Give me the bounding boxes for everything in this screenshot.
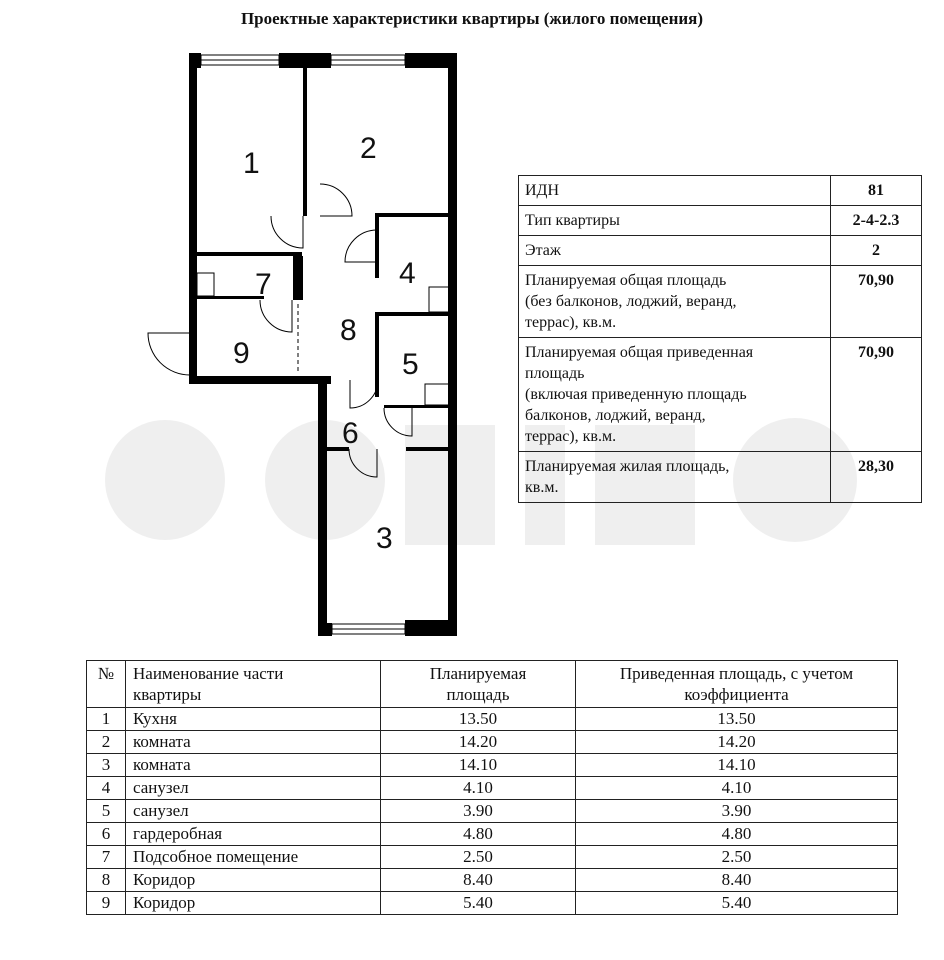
info-row — [519, 236, 922, 266]
table-row — [87, 846, 898, 869]
info-value: 81 — [831, 176, 922, 206]
table-row — [87, 800, 898, 823]
row-name: Кухня — [126, 708, 381, 731]
table-row — [87, 754, 898, 777]
info-label: Тип квартиры — [519, 206, 831, 236]
rooms-table — [86, 660, 898, 915]
row-num: 5 — [87, 800, 126, 823]
row-num: 9 — [87, 892, 126, 915]
room-label-4: 4 — [399, 257, 416, 290]
room-label-7: 7 — [255, 268, 272, 301]
row-reduced: 8.40 — [576, 869, 898, 892]
row-reduced: 2.50 — [576, 846, 898, 869]
table-row — [87, 823, 898, 846]
row-num: 4 — [87, 777, 126, 800]
wall — [189, 53, 197, 383]
row-name: комната — [126, 754, 381, 777]
room-label-6: 6 — [342, 417, 359, 450]
row-name: санузел — [126, 800, 381, 823]
table-row — [87, 869, 898, 892]
room-label-1: 1 — [243, 147, 260, 180]
row-num: 8 — [87, 869, 126, 892]
row-planned: 2.50 — [381, 846, 576, 869]
row-reduced: 13.50 — [576, 708, 898, 731]
row-planned: 4.80 — [381, 823, 576, 846]
info-value: 2-4-2.3 — [831, 206, 922, 236]
row-num: 1 — [87, 708, 126, 731]
row-num: 3 — [87, 754, 126, 777]
row-reduced: 5.40 — [576, 892, 898, 915]
room-label-9: 9 — [233, 337, 250, 370]
row-planned: 13.50 — [381, 708, 576, 731]
apartment-info-table — [518, 175, 922, 503]
info-value: 70,90 — [831, 266, 922, 338]
row-reduced: 4.80 — [576, 823, 898, 846]
row-reduced: 3.90 — [576, 800, 898, 823]
info-label: ИДН — [519, 176, 831, 206]
row-planned: 4.10 — [381, 777, 576, 800]
row-name: гардеробная — [126, 823, 381, 846]
room-label-3: 3 — [376, 522, 393, 555]
row-planned: 8.40 — [381, 869, 576, 892]
header-name: Наименование части квартиры — [126, 661, 381, 708]
header-num: № — [87, 661, 126, 708]
row-planned: 14.10 — [381, 754, 576, 777]
info-value: 70,90 — [831, 338, 922, 452]
info-row — [519, 452, 922, 503]
info-row — [519, 266, 922, 338]
header-planned: Планируемая площадь — [381, 661, 576, 708]
row-reduced: 4.10 — [576, 777, 898, 800]
table-row — [87, 892, 898, 915]
row-num: 2 — [87, 731, 126, 754]
row-name: санузел — [126, 777, 381, 800]
info-label: Планируемая жилая площадь, кв.м. — [519, 452, 831, 503]
info-value: 2 — [831, 236, 922, 266]
row-name: Подсобное помещение — [126, 846, 381, 869]
row-name: Коридор — [126, 892, 381, 915]
row-name: комната — [126, 731, 381, 754]
info-row — [519, 338, 922, 452]
room-label-5: 5 — [402, 348, 419, 381]
header-reduced: Приведенная площадь, с учетом коэффициента — [576, 661, 898, 708]
row-planned: 3.90 — [381, 800, 576, 823]
room-label-2: 2 — [360, 132, 377, 165]
info-label: Этаж — [519, 236, 831, 266]
table-row — [87, 731, 898, 754]
row-planned: 5.40 — [381, 892, 576, 915]
table-row — [87, 777, 898, 800]
info-label: Планируемая общая приведенная площадь (включая приведенную площадь балконов, лоджий, веранд, террас), кв.м. — [519, 338, 831, 452]
row-num: 6 — [87, 823, 126, 846]
row-reduced: 14.10 — [576, 754, 898, 777]
row-name: Коридор — [126, 869, 381, 892]
info-label: Планируемая общая площадь (без балконов, лоджий, веранд, террас), кв.м. — [519, 266, 831, 338]
info-row — [519, 176, 922, 206]
rooms-header-row — [87, 661, 898, 708]
room-label-8: 8 — [340, 314, 357, 347]
row-reduced: 14.20 — [576, 731, 898, 754]
row-planned: 14.20 — [381, 731, 576, 754]
info-value: 28,30 — [831, 452, 922, 503]
document-title: Проектные характеристики квартиры (жилого помещения) — [240, 9, 704, 28]
row-num: 7 — [87, 846, 126, 869]
info-row — [519, 206, 922, 236]
table-row — [87, 708, 898, 731]
